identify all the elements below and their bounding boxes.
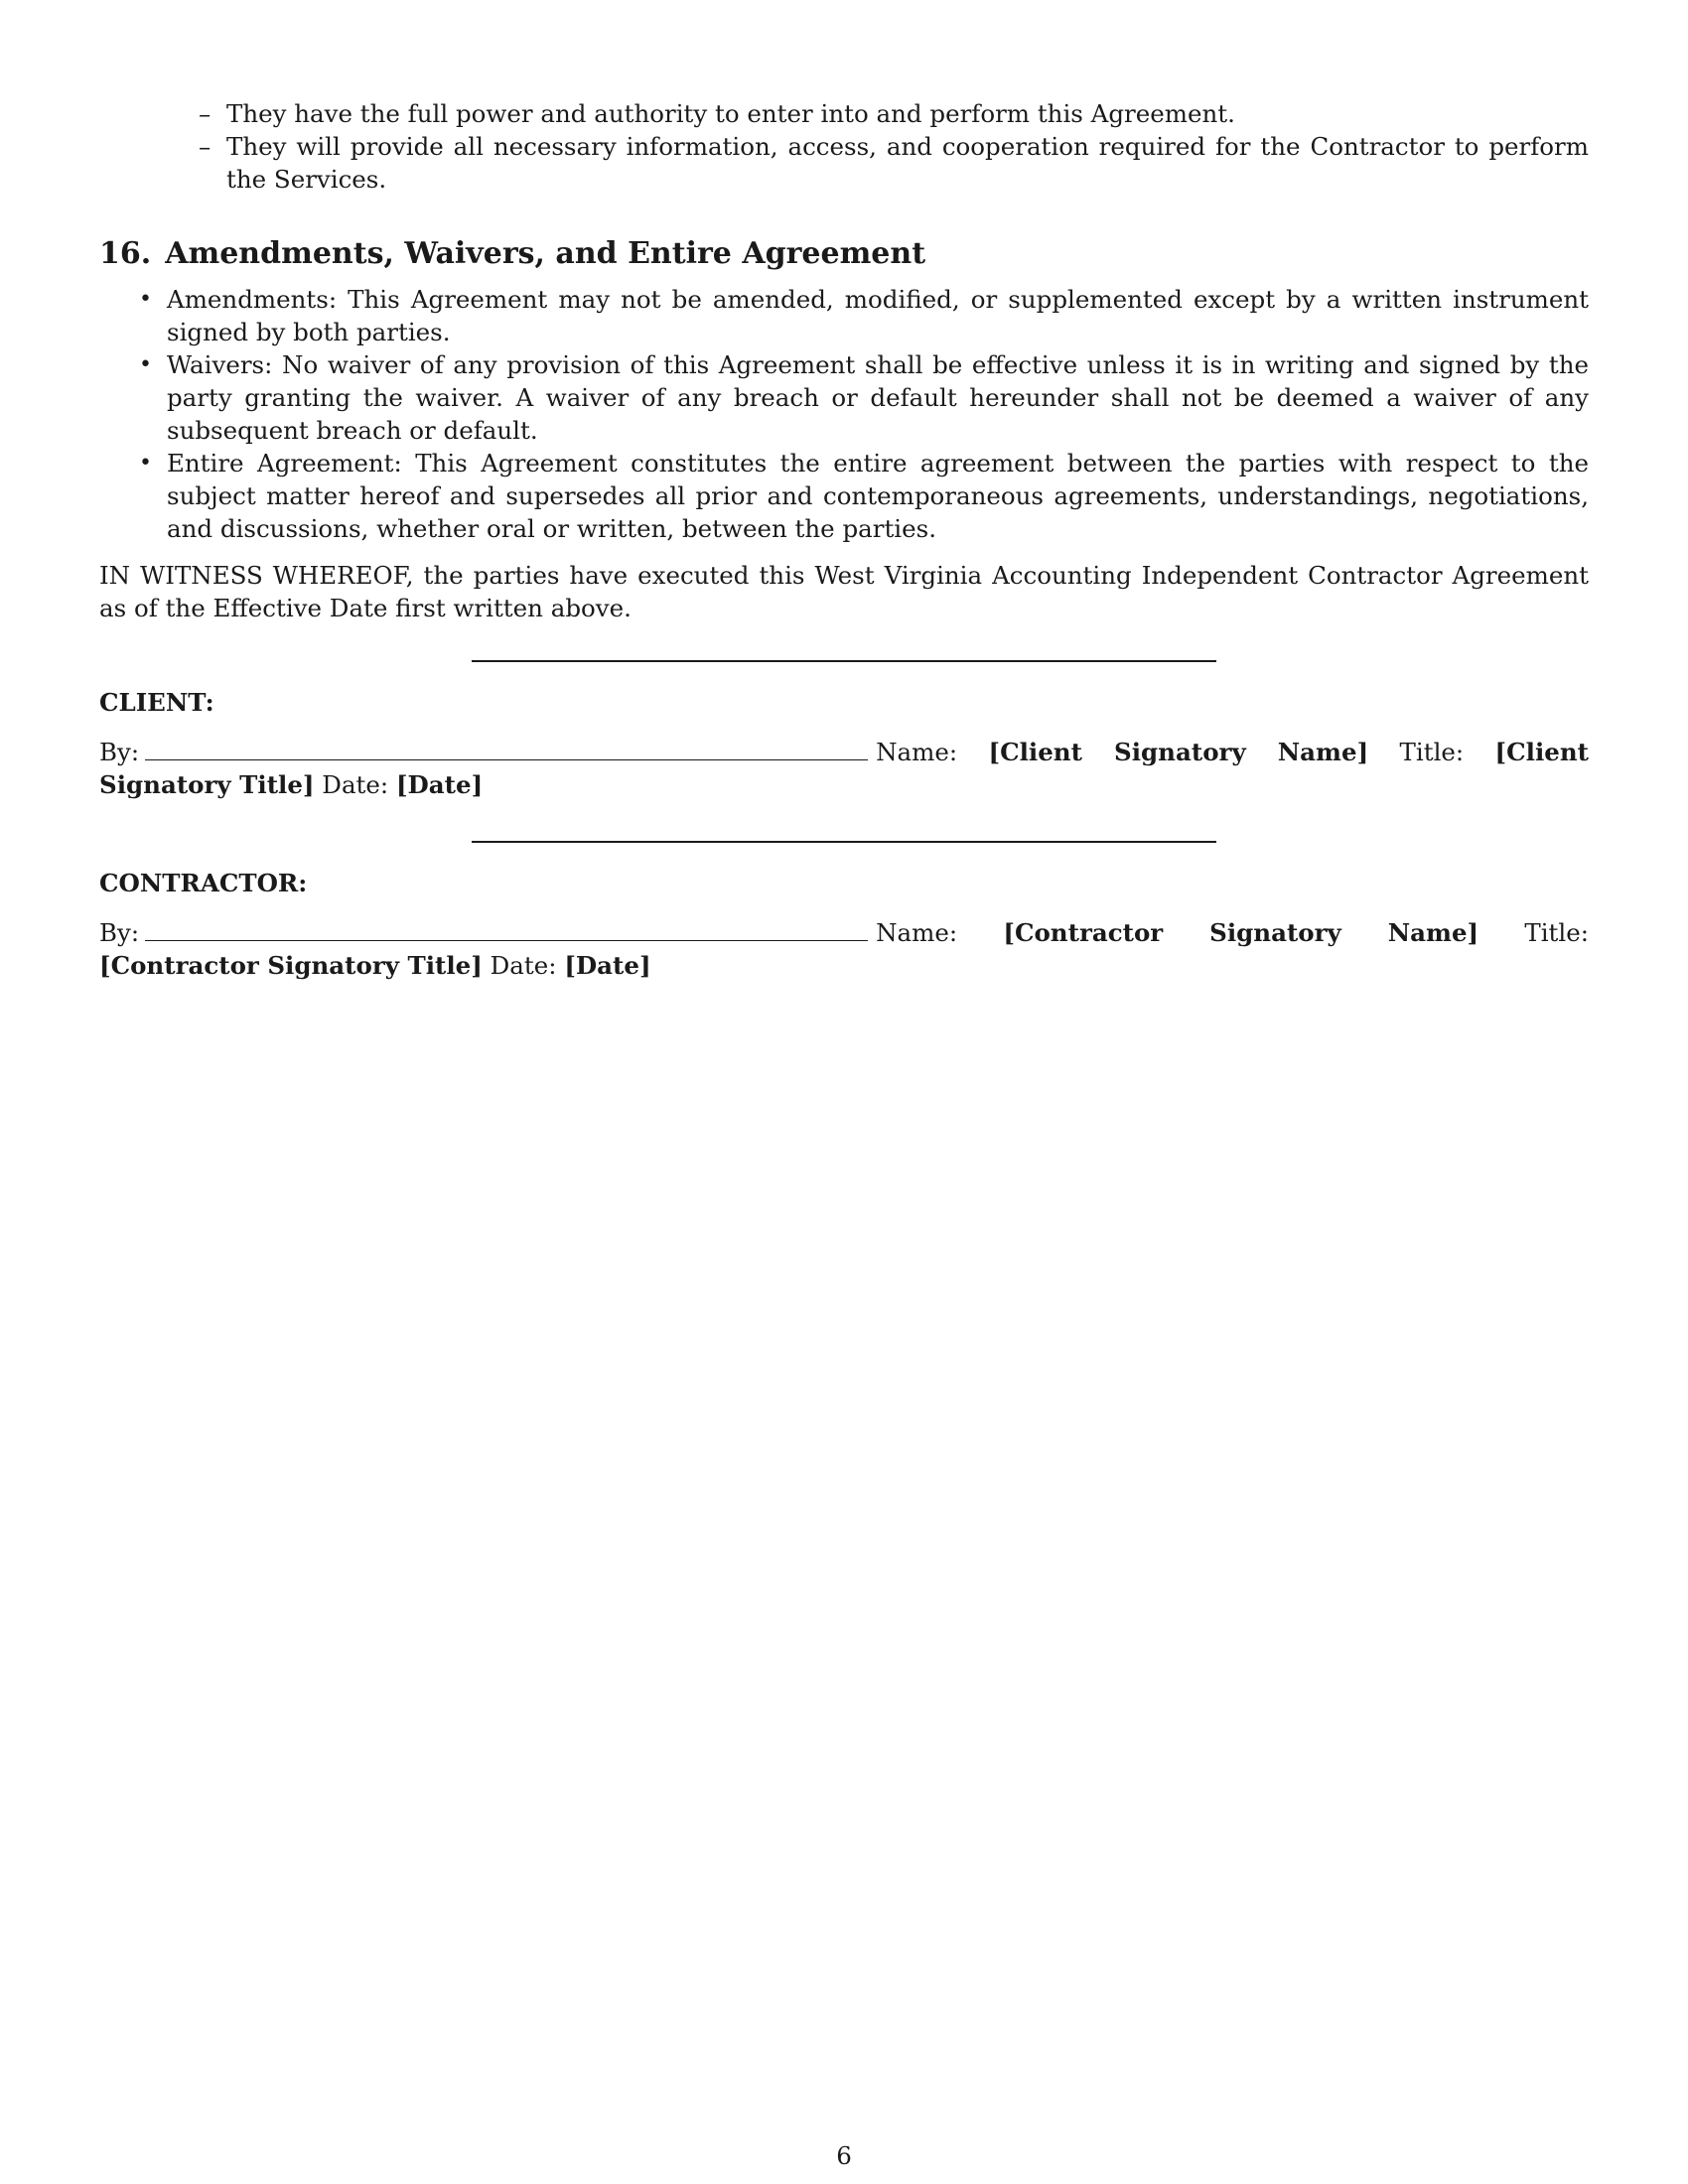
contractor-date-placeholder: [Date]	[564, 951, 651, 980]
dash-marker: –	[199, 99, 211, 128]
continued-dash-list	[99, 97, 1589, 196]
client-title-placeholder: [Client Signatory Title]	[99, 738, 1589, 799]
list-item-text: Entire Agreement: This Agreement constitutes the entire agreement between the parties with respect to the subject matter hereof and supersedes all prior and contemporaneous agreements, understandings, negotiations, and discussions, whether oral or written, between the parties.	[167, 449, 1589, 543]
section-title: Amendments, Waivers, and Entire Agreement	[165, 236, 926, 271]
client-date-placeholder: [Date]	[395, 770, 484, 799]
list-item	[199, 97, 1589, 130]
client-signature-line	[99, 736, 1589, 801]
client-party-label: CLIENT:	[99, 688, 214, 717]
contractor-signature-blank[interactable]	[145, 920, 868, 941]
client-name-value: Client Signatory Name	[1000, 738, 1357, 766]
list-item	[139, 348, 1589, 447]
title-label: Title:	[1524, 918, 1589, 947]
section-number: 16.	[99, 236, 152, 271]
list-item	[139, 283, 1589, 348]
list-item-text: Amendments: This Agreement may not be amended, modified, or supplemented except by a written instrument signed by both parties.	[167, 285, 1589, 346]
client-title-value: Client Signatory Title	[99, 738, 1589, 799]
date-label: Date:	[322, 770, 389, 799]
contractor-name-placeholder: [Contractor Signatory Name]	[1003, 918, 1479, 947]
list-item-text: Waivers: No waiver of any provision of this Agreement shall be effective unless it is in writing and signed by the party granting the waiver. A waiver of any breach or default hereunder shall not be deemed a waiver of any subsequent breach or default.	[167, 350, 1589, 445]
section-16-bullet-list	[99, 283, 1589, 545]
contractor-name-value: Contractor Signatory Name	[1014, 918, 1468, 947]
contractor-title-value: Contractor Signatory Title	[110, 951, 472, 980]
by-label: By:	[99, 738, 140, 766]
bullet-marker: •	[139, 287, 152, 312]
contractor-signature-line	[99, 916, 1589, 982]
client-date-value: Date	[407, 770, 472, 799]
name-label: Name:	[876, 738, 958, 766]
list-item-text: They will provide all necessary information, access, and cooperation required for the Contractor to perform the Services.	[226, 132, 1589, 194]
client-name-placeholder: [Client Signatory Name]	[988, 738, 1369, 766]
document-page	[99, 97, 1589, 982]
page-number: 6	[836, 2141, 852, 2170]
contractor-date-value: Date	[575, 951, 639, 980]
signature-divider	[472, 660, 1216, 662]
contractor-title-placeholder: [Contractor Signatory Title]	[99, 951, 483, 980]
section-16-heading	[99, 235, 1589, 273]
by-label: By:	[99, 918, 140, 947]
list-item	[199, 130, 1589, 196]
bullet-marker: •	[139, 451, 152, 476]
title-label: Title:	[1399, 738, 1465, 766]
list-item-text: They have the full power and authority to enter into and perform this Agreement.	[226, 99, 1235, 128]
date-label: Date:	[490, 951, 557, 980]
dash-marker: –	[199, 132, 211, 161]
list-item	[139, 447, 1589, 545]
client-signature-blank[interactable]	[145, 740, 868, 760]
name-label: Name:	[876, 918, 958, 947]
witness-clause: IN WITNESS WHEREOF, the parties have executed this West Virginia Accounting Independent Contractor Agreement as of the Effective Date first written above.	[99, 561, 1589, 622]
bullet-marker: •	[139, 352, 152, 377]
contractor-party-label: CONTRACTOR:	[99, 869, 308, 897]
signature-divider	[472, 841, 1216, 843]
